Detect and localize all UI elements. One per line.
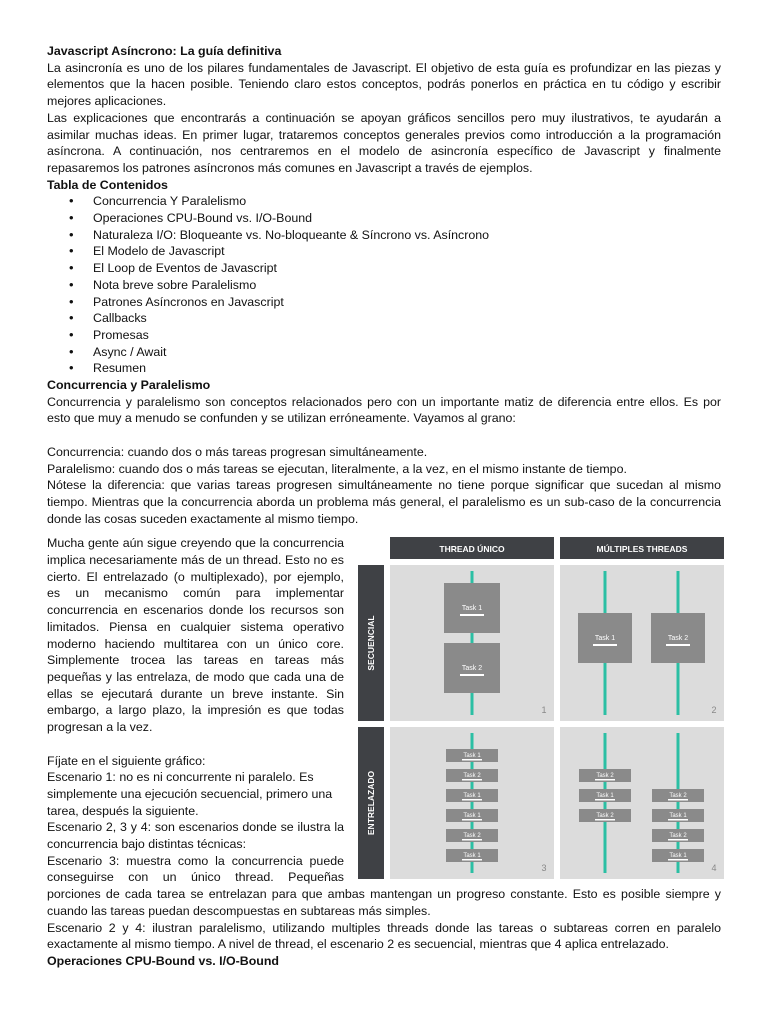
section-paragraph: Concurrencia y paralelismo son conceptos relacionados pero con un importante matiz de diferencia entre ellos. Es por esto que muy a menudo se confunden y se utilizan erróneamente. Vayamos al grano: bbox=[47, 394, 721, 426]
subtask-underline bbox=[462, 799, 482, 801]
toc-item[interactable]: • Naturaleza I/O: Bloqueante vs. No-bloqueante & Síncrono vs. Asíncrono bbox=[47, 227, 721, 244]
panel-number: 1 bbox=[541, 705, 547, 716]
task-underline bbox=[460, 674, 484, 676]
subtask-underline bbox=[595, 799, 615, 801]
subtask-label: Task 2 bbox=[463, 773, 481, 780]
subtask-label: Task 2 bbox=[669, 833, 687, 840]
scenario-1-paragraph: Escenario 1: no es ni concurrente ni paralelo. Es simplemente una ejecución secuencial, primero una tarea, después la siguiente. bbox=[47, 770, 333, 818]
subtask-underline bbox=[462, 859, 482, 861]
subtask-underline bbox=[462, 759, 482, 761]
difference-note: Nótese la diferencia: que varias tareas progresen simultáneamente no tiene porque significar que sucedan al mismo tiempo. Mientras que la concurrencia aborda un problema más general, el paralelismo es un sub-caso de la concurrencia donde las cosas suceden exactamente al mismo tiempo. bbox=[47, 478, 721, 526]
subtask-underline bbox=[595, 819, 615, 821]
scenario-24-paragraph: Escenario 2 y 4: ilustran paralelismo, utilizando multiples threads donde las tareas o subtareas corren en paralelo exactamente al mismo tiempo. A nivel de thread, el escenario 2 es secuencial, mientras que 4 aplica entrelazado. bbox=[47, 920, 721, 952]
toc-item[interactable]: • El Modelo de Javascript bbox=[47, 243, 721, 260]
table-of-contents bbox=[47, 193, 721, 377]
parallelism-definition: Paralelismo: cuando dos o más tareas se ejecutan, literalmente, a la vez, en el mismo instante de tiempo. bbox=[47, 461, 627, 476]
task-underline bbox=[460, 614, 484, 616]
panel-number: 2 bbox=[711, 705, 717, 716]
toc-item[interactable]: • Promesas bbox=[47, 327, 721, 344]
subtask-label: Task 1 bbox=[669, 853, 687, 860]
subtask-label: Task 1 bbox=[463, 793, 481, 800]
concurrency-parallelism-figure bbox=[358, 527, 726, 881]
scenario-234-paragraph: Escenario 2, 3 y 4: son escenarios donde se ilustra la concurrencia bajo distintas técnicas: bbox=[47, 820, 344, 852]
subtask-underline bbox=[462, 839, 482, 841]
subtask-underline bbox=[668, 819, 688, 821]
task-underline bbox=[666, 644, 690, 646]
toc-item[interactable]: • Patrones Asíncronos en Javascript bbox=[47, 294, 721, 311]
row-label-interleaved: ENTRELAZADO bbox=[366, 771, 376, 836]
toc-item[interactable]: • El Loop de Eventos de Javascript bbox=[47, 260, 721, 277]
subtask-label: Task 2 bbox=[669, 793, 687, 800]
subtask-underline bbox=[668, 859, 688, 861]
task-1-label: Task 1 bbox=[461, 605, 483, 613]
header-multiple-threads-label: MÚLTIPLES THREADS bbox=[596, 544, 688, 555]
concurrency-definition: Concurrencia: cuando dos o más tareas progresan simultáneamente. bbox=[47, 444, 428, 459]
toc-item[interactable]: • Nota breve sobre Paralelismo bbox=[47, 277, 721, 294]
subtask-label: Task 1 bbox=[463, 753, 481, 760]
subtask-label: Task 1 bbox=[463, 853, 481, 860]
task-2-label: Task 2 bbox=[461, 665, 483, 673]
subtask-underline bbox=[462, 819, 482, 821]
panel-number: 4 bbox=[711, 863, 717, 874]
body-paragraph: Mucha gente aún sigue creyendo que la concurrencia implica necesariamente más de un thread. Esto no es cierto. El entrelazado (o multiplexado), por ejemplo, es un mecanismo común para implementar concurrencia en escenarios donde los recursos son limitados. Piensa en cualquier sistema operativo moderno haciendo multitarea con un único core. Simplemente trocea las tareas en tareas más pequeñas y las entrelaza, de modo que cada una de ellas se ejecutará durante un breve instante. Sin embargo, a largo plazo, la impresión es que todas progresan a la vez. bbox=[47, 536, 344, 735]
panel-number: 3 bbox=[541, 863, 547, 874]
subtask-label: Task 2 bbox=[596, 773, 614, 780]
subtask-label: Task 1 bbox=[669, 813, 687, 820]
task-2-label: Task 2 bbox=[667, 635, 689, 643]
subtask-label: Task 2 bbox=[596, 813, 614, 820]
header-single-thread-label: THREAD ÚNICO bbox=[439, 544, 505, 555]
subtask-label: Task 1 bbox=[463, 813, 481, 820]
subtask-underline bbox=[462, 779, 482, 781]
toc-item[interactable]: • Operaciones CPU-Bound vs. I/O-Bound bbox=[47, 210, 721, 227]
toc-item[interactable]: • Resumen bbox=[47, 360, 721, 377]
subtask-label: Task 1 bbox=[596, 793, 614, 800]
document-page bbox=[47, 43, 721, 970]
subtask-underline bbox=[668, 839, 688, 841]
section-heading-concurrency: Concurrencia y Paralelismo bbox=[47, 378, 211, 393]
toc-heading: Tabla de Contenidos bbox=[47, 177, 168, 192]
document-title: Javascript Asíncrono: La guía definitiva bbox=[47, 44, 282, 58]
section-heading-cpu-io: Operaciones CPU-Bound vs. I/O-Bound bbox=[47, 953, 279, 968]
body-paragraph: Fíjate en el siguiente gráfico: bbox=[47, 753, 206, 768]
subtask-label: Task 2 bbox=[463, 833, 481, 840]
intro-paragraph-1: La asincronía es uno de los pilares fundamentales de Javascript. El objetivo de esta guía es profundizar en las piezas y elementos que la hacen posible. Teniendo claro estos conceptos, podrás ponerlos en práctica en tu código y escribir mejores aplicaciones. bbox=[47, 60, 721, 109]
subtask-underline bbox=[668, 799, 688, 801]
subtask-underline bbox=[595, 779, 615, 781]
toc-item[interactable]: • Async / Await bbox=[47, 344, 721, 361]
task-underline bbox=[593, 644, 617, 646]
scenario-3-paragraph: Escenario 3: muestra como la concurrencia puede conseguirse con un único thread. Pequeñas porciones de cada tarea se entrelazan para que ambas mantengan un progreso constante. Esto es posible siempre y cuando las tareas puedan descompuestas en subtareas más simples. bbox=[47, 853, 721, 918]
task-1-label: Task 1 bbox=[594, 635, 616, 643]
toc-item[interactable]: • Concurrencia Y Paralelismo bbox=[47, 193, 721, 210]
toc-item[interactable]: • Callbacks bbox=[47, 310, 721, 327]
intro-paragraph-2: Las explicaciones que encontrarás a continuación se apoyan gráficos sencillos pero muy ilustrativos, te ayudarán a asimilar muchas ideas. En primer lugar, trataremos conceptos generales previos como introducción a la programación asíncrona. A continuación, nos centraremos en el modelo de asincronía específico de Javascript y finalmente repasaremos los patrones asíncronos más comunes en Javascript a través de ejemplos. bbox=[47, 110, 721, 175]
row-label-sequential: SECUENCIAL bbox=[366, 615, 376, 672]
